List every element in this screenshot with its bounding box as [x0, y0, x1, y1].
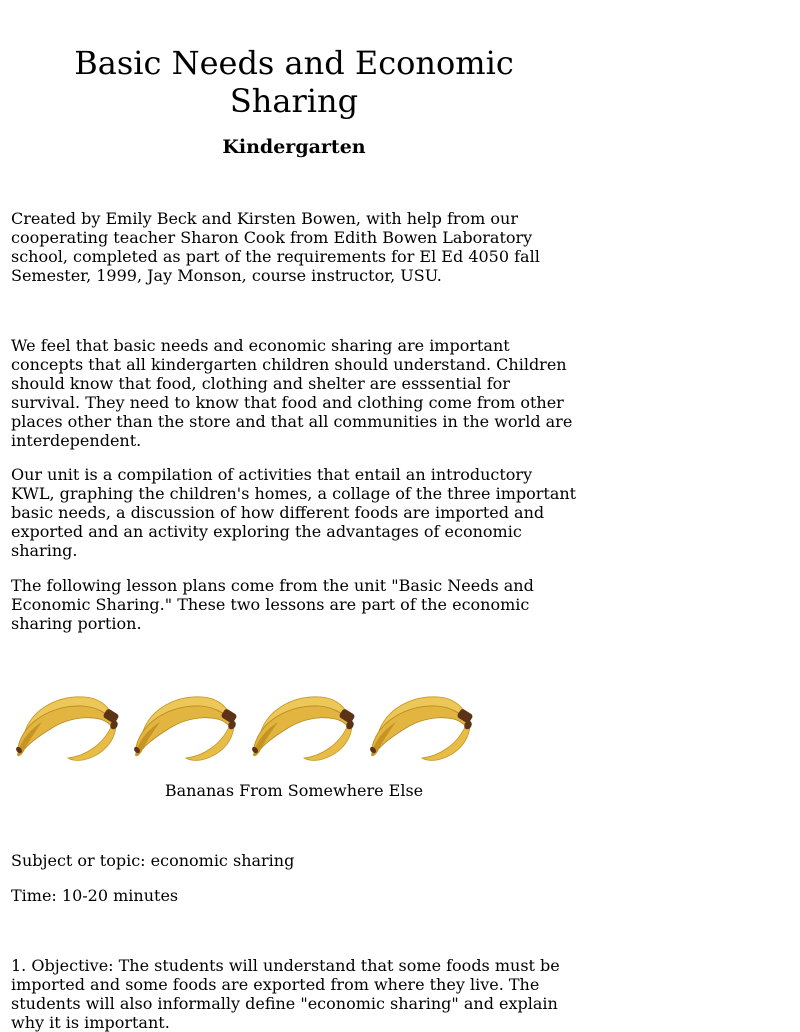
bananas-graphic — [11, 688, 124, 761]
figure-caption: Bananas From Somewhere Else — [164, 781, 424, 800]
bananas-image — [11, 688, 124, 761]
banana-single-shape — [422, 724, 470, 760]
bananas-graphic — [129, 688, 242, 761]
rationale-paragraph: We feel that basic needs and economic sharing are important concepts that all kindergarten children should understand. Children should know that food, clothing and shelter are esssential for survival. They need to know that food and clothing come from other places other than the store and that all communities in the world are interdependent. — [11, 336, 573, 450]
unit-overview-paragraph: Our unit is a compilation of activities that entail an introductory KWL, graphing the children's homes, a collage of the three important basic needs, a discussion of how different foods are imported and exported and an activity exploring the advantages of economic sharing. — [11, 465, 577, 560]
bananas-graphic — [247, 688, 360, 761]
bananas-image — [247, 688, 360, 761]
bananas-image — [365, 688, 478, 761]
bananas-image — [129, 688, 242, 761]
banana-single-shape — [186, 724, 234, 760]
banana-single-shape — [68, 724, 116, 760]
credits-paragraph: Created by Emily Beck and Kirsten Bowen, with help from our cooperating teacher Sharon Cook from Edith Bowen Laboratory school, completed as part of the requirements for El Ed 4050 fall Semester, 1999, Jay Monson, course instructor, USU. — [11, 209, 540, 285]
banana-single-shape — [304, 724, 352, 760]
subject-line: Subject or topic: economic sharing — [11, 851, 295, 870]
page-title: Basic Needs and Economic Sharing — [74, 44, 514, 120]
banana-images-row — [11, 688, 577, 761]
objective-paragraph: 1. Objective: The students will understand that some foods must be imported and some foods are exported from where they live. The students will also informally define "economic sharing" and explain why it is important. — [11, 956, 560, 1032]
lesson-source-paragraph: The following lesson plans come from the unit "Basic Needs and Economic Sharing." These two lessons are part of the economic sharing portion. — [11, 576, 534, 633]
bananas-graphic — [365, 688, 478, 761]
page-subtitle: Kindergarten — [222, 136, 366, 158]
time-line: Time: 10-20 minutes — [11, 886, 179, 905]
